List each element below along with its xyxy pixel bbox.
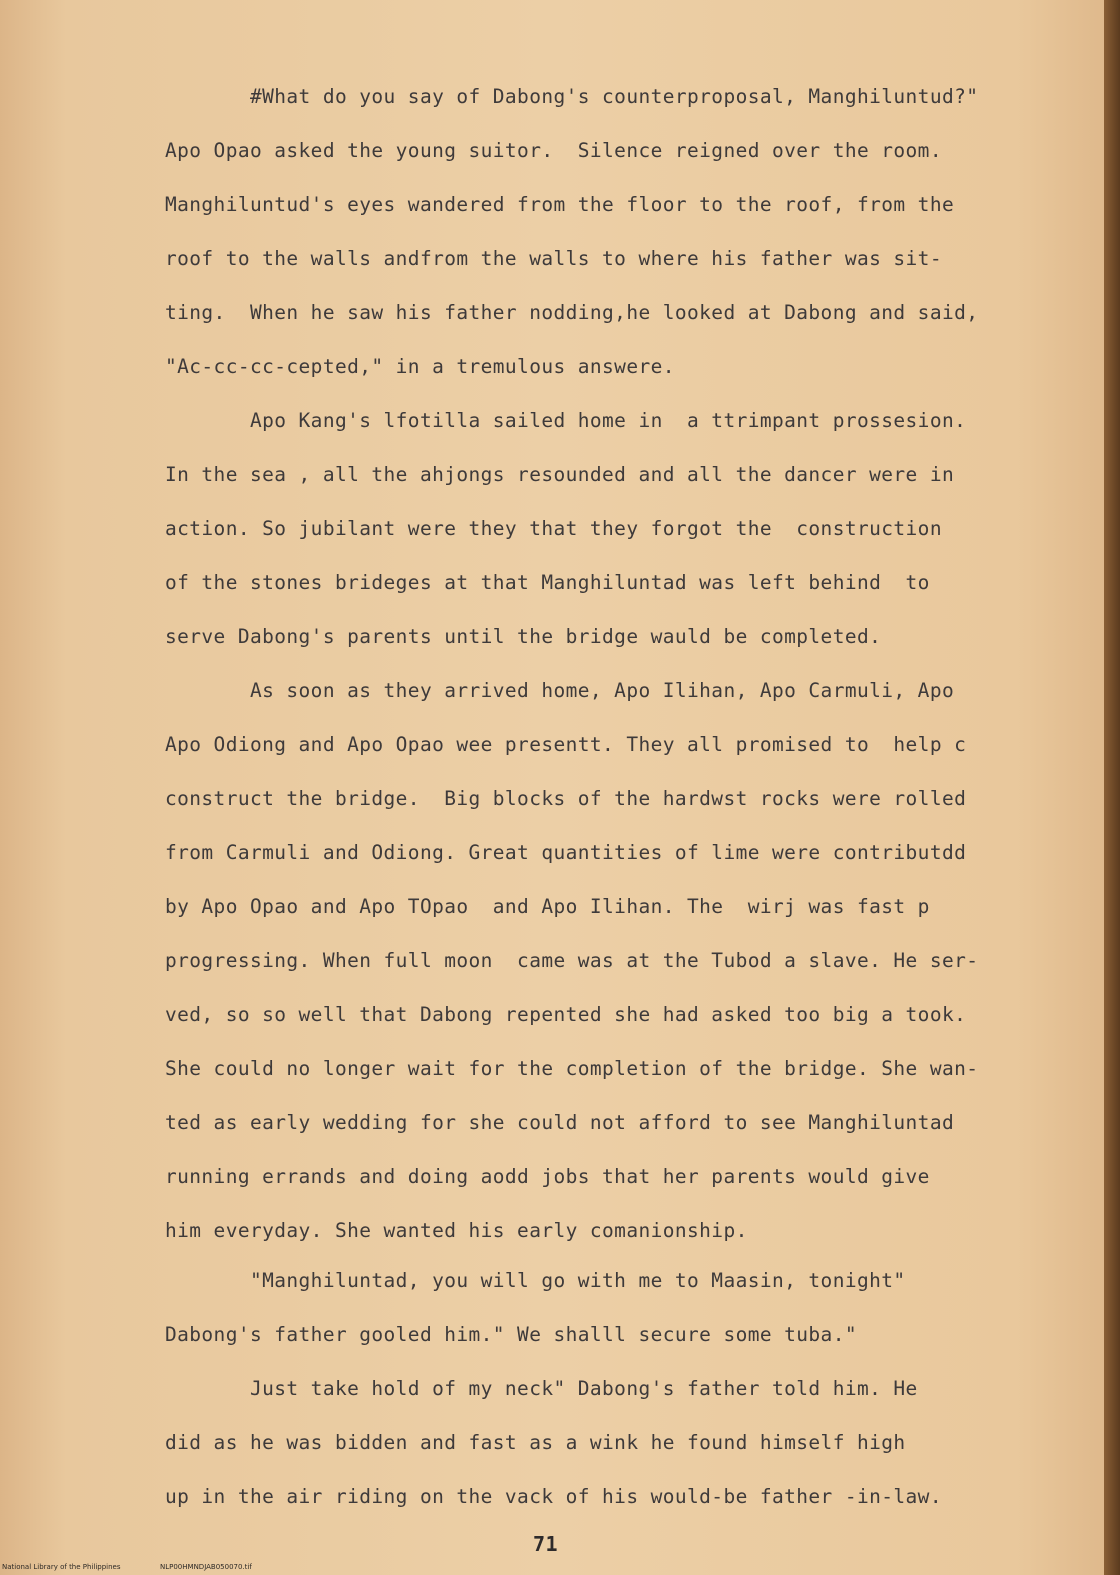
text-line: "Ac-cc-cc-cepted," in a tremulous answere.: [165, 355, 675, 378]
text-line: of the stones brideges at that Manghiluntad was left behind to: [165, 571, 930, 594]
text-line: ved, so so well that Dabong repented she had asked too big a took.: [165, 1003, 967, 1026]
text-line: construct the bridge. Big blocks of the hardwst rocks were rolled: [165, 787, 967, 810]
text-line: Just take hold of my neck" Dabong's father told him. He: [165, 1377, 918, 1400]
footer-file-name: NLP00HMNDJAB050070.tif: [160, 1563, 252, 1571]
text-line: running errands and doing aodd jobs that her parents would give: [165, 1165, 930, 1188]
text-line: In the sea , all the ahjongs resounded and all the dancer were in: [165, 463, 955, 486]
page-number: 71: [533, 1532, 558, 1556]
text-line: from Carmuli and Odiong. Great quantities of lime were contributdd: [165, 841, 967, 864]
text-line: Manghiluntud's eyes wandered from the floor to the roof, from the: [165, 193, 955, 216]
footer-library-credit: National Library of the Philippines: [2, 1563, 121, 1571]
text-line: Apo Odiong and Apo Opao wee presentt. They all promised to help c: [165, 733, 967, 756]
text-line: #What do you say of Dabong's counterproposal, Manghiluntud?": [165, 85, 979, 108]
text-line: ting. When he saw his father nodding,he looked at Dabong and said,: [165, 301, 979, 324]
text-line: action. So jubilant were they that they forgot the construction: [165, 517, 942, 540]
text-line: by Apo Opao and Apo TOpao and Apo Ilihan. The wirj was fast p: [165, 895, 930, 918]
text-line: him everyday. She wanted his early comanionship.: [165, 1219, 748, 1242]
text-line: serve Dabong's parents until the bridge wauld be completed.: [165, 625, 882, 648]
text-line: ted as early wedding for she could not afford to see Manghiluntad: [165, 1111, 955, 1134]
text-line: She could no longer wait for the completion of the bridge. She wan-: [165, 1057, 979, 1080]
text-line: Apo Kang's lfotilla sailed home in a ttrimpant prossesion.: [165, 409, 967, 432]
text-line: progressing. When full moon came was at the Tubod a slave. He ser-: [165, 949, 979, 972]
text-line: roof to the walls andfrom the walls to where his father was sit-: [165, 247, 942, 270]
text-line: "Manghiluntad, you will go with me to Maasin, tonight": [165, 1269, 906, 1292]
text-line: As soon as they arrived home, Apo Ilihan, Apo Carmuli, Apo: [165, 679, 955, 702]
text-line: Dabong's father gooled him." We shalll secure some tuba.": [165, 1323, 857, 1346]
binding-edge: [1104, 0, 1120, 1575]
text-line: up in the air riding on the vack of his would-be father -in-law.: [165, 1485, 942, 1508]
text-line: Apo Opao asked the young suitor. Silence reigned over the room.: [165, 139, 942, 162]
text-line: did as he was bidden and fast as a wink he found himself high: [165, 1431, 906, 1454]
